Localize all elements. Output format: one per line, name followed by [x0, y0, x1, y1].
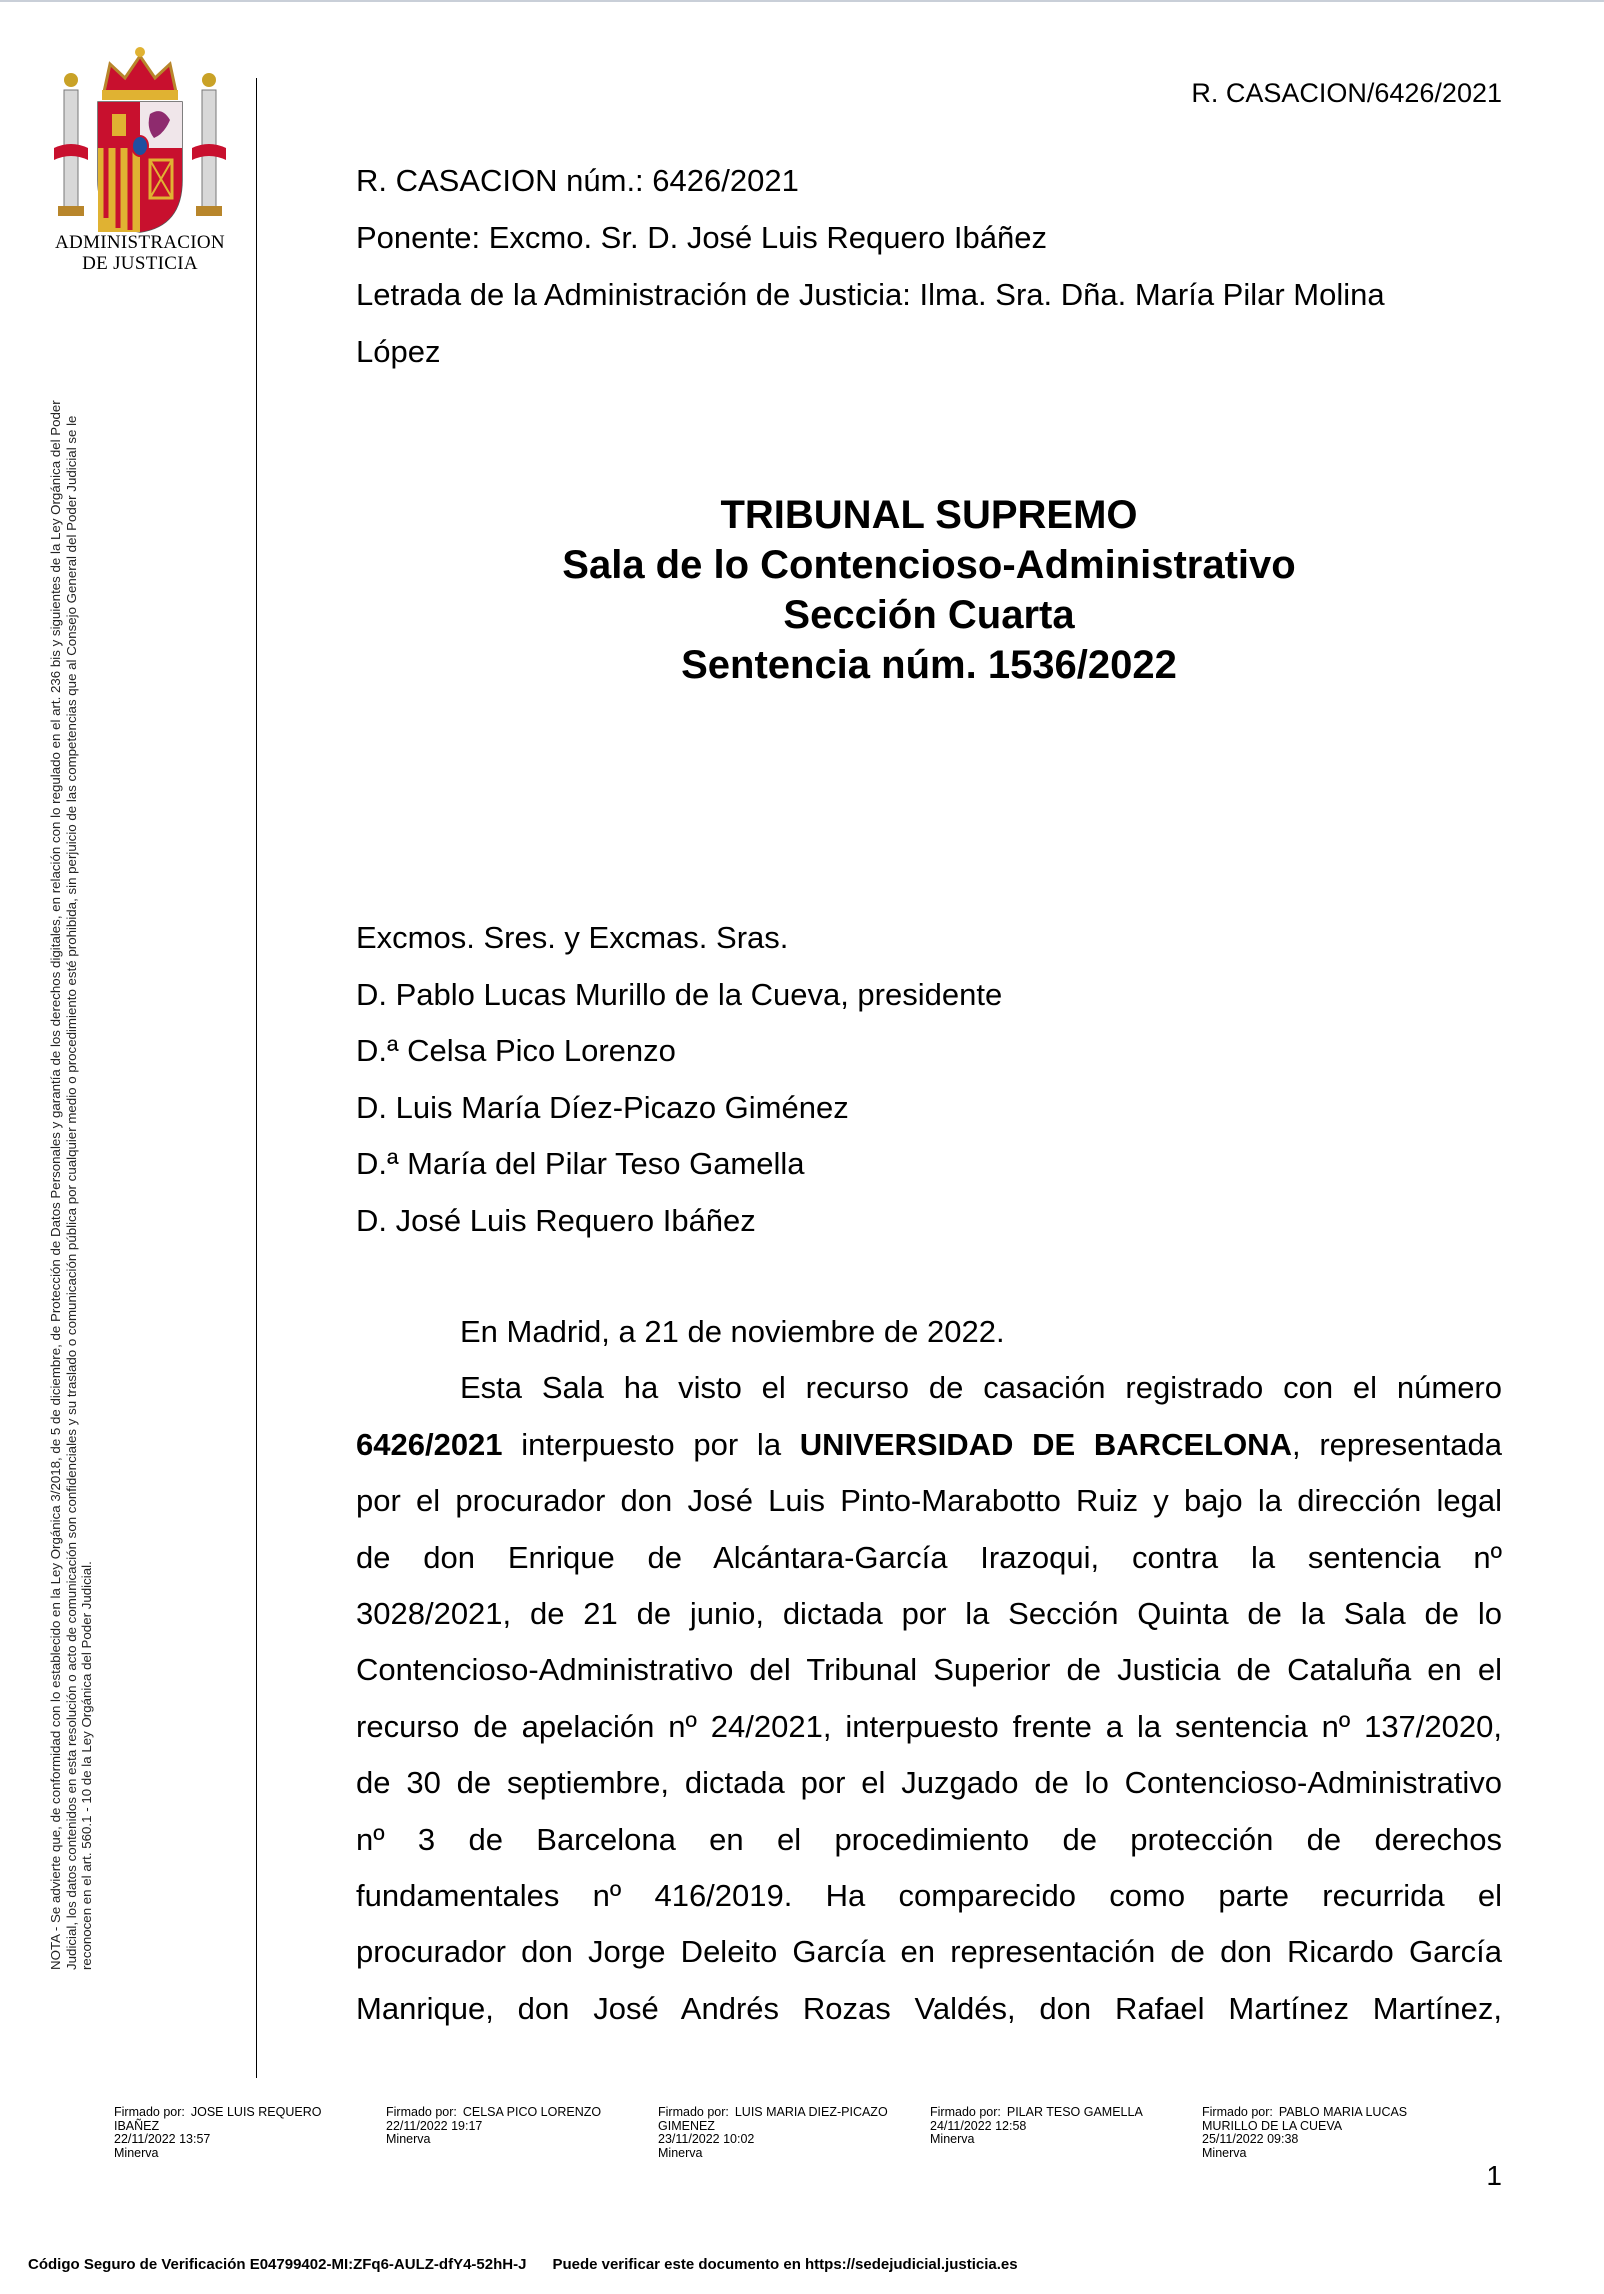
body-line: Manrique, don José Andrés Rozas Valdés, don Rafael Martínez Martínez,	[356, 1990, 1502, 2026]
judge-item: D. José Luis Requero Ibáñez	[356, 1202, 756, 1238]
sentence-number: Sentencia núm. 1536/2022	[681, 643, 1177, 687]
letrada: Letrada de la Administración de Justicia: Ilma. Sra. Dña. María Pilar Molina	[356, 277, 1385, 312]
ponente: Ponente: Excmo. Sr. D. José Luis Requero Ibáñez	[356, 220, 1047, 255]
judgment-body	[356, 1304, 1502, 2037]
body-line: Esta Sala ha visto el recurso de casación registrado con el número	[460, 1370, 1502, 1406]
document-title	[356, 490, 1502, 690]
page-number: 1	[1486, 2160, 1502, 2191]
body-line: de don Enrique de Alcántara-García Irazoqui, contra la sentencia nº	[356, 1539, 1502, 1575]
place-date: En Madrid, a 21 de noviembre de 2022.	[460, 1314, 1005, 1349]
section-name: Sección Cuarta	[783, 593, 1075, 637]
signature-block: Firmado por: CELSA PICO LORENZO 22/11/2022 19:17 Minerva	[386, 2105, 602, 2146]
verification-link[interactable]: Puede verificar este documento en https://sedejudicial.justicia.es	[552, 2256, 1018, 2273]
body-line: procurador don Jorge Deleito García en representación de don Ricardo García	[356, 1934, 1502, 1970]
crest-caption: ADMINISTRACION DE JUSTICIA	[55, 232, 225, 274]
body-line: Contencioso-Administrativo del Tribunal Superior de Justicia de Cataluña en el	[356, 1652, 1502, 1688]
body-line: por el procurador don José Luis Pinto-Marabotto Ruiz y bajo la dirección legal	[356, 1483, 1502, 1519]
case-metadata	[356, 152, 1506, 380]
signature-block: Firmado por: PABLO MARIA LUCAS MURILLO DE LA CUEVA 25/11/2022 09:38 Minerva	[1202, 2105, 1408, 2160]
judges-list	[356, 910, 1502, 1249]
coat-of-arms-logo	[50, 38, 230, 238]
court-name: TRIBUNAL SUPREMO	[720, 493, 1138, 537]
signature-block: Firmado por: LUIS MARIA DIEZ-PICAZO GIMENEZ 23/11/2022 10:02 Minerva	[658, 2105, 888, 2160]
top-border	[0, 0, 1604, 2]
data-protection-note: NOTA - Se advierte que, de conformidad con lo establecido en la Ley Orgánica 3/2018, de 5 de diciembre, de Protección de Datos Personales y garantía de los derechos digitales, en relación con lo regulado en el art. 236 bis y siguientes de la Ley Orgánica del Poder Judicial, los datos contenidos en esta resolución o acto de comunicación son confidenciales y su traslado o comunicación pública por cualquier medio o procedimiento esté prohibida, sin perjuicio de las competencias que al Consejo General del Poder Judicial se le reconocen en el art. 560.1 - 10 de la Ley Orgánica del Poder Judicial.	[48, 400, 94, 1970]
judge-item: D.ª Celsa Pico Lorenzo	[356, 1033, 676, 1068]
header-reference: R. CASACION/6426/2021	[1191, 78, 1502, 108]
body-line: de 30 de septiembre, dictada por el Juzgado de lo Contencioso-Administrativo	[356, 1765, 1502, 1801]
chamber-name: Sala de lo Contencioso-Administrativo	[562, 543, 1296, 587]
body-line: 6426/2021 interpuesto por la UNIVERSIDAD DE BARCELONA, representada	[356, 1426, 1502, 1462]
verification-footer	[28, 2256, 1018, 2273]
signature-block: Firmado por: JOSE LUIS REQUERO IBAÑEZ 22/11/2022 13:57 Minerva	[114, 2105, 322, 2160]
body-line: 3028/2021, de 21 de junio, dictada por la Sección Quinta de la Sala de lo	[356, 1596, 1502, 1632]
judge-item: D.ª María del Pilar Teso Gamella	[356, 1146, 805, 1181]
case-number: 6426/2021	[356, 1426, 503, 1462]
judges-heading: Excmos. Sres. y Excmas. Sras.	[356, 920, 789, 955]
judge-item: D. Pablo Lucas Murillo de la Cueva, presidente	[356, 976, 1003, 1012]
margin-divider	[256, 78, 257, 2078]
body-line: nº 3 de Barcelona en el procedimiento de protección de derechos	[356, 1821, 1502, 1857]
body-line: recurso de apelación nº 24/2021, interpuesto frente a la sentencia nº 137/2020,	[356, 1708, 1502, 1744]
body-line: fundamentales nº 416/2019. Ha comparecido como parte recurrida el	[356, 1878, 1502, 1914]
casacion-number: R. CASACION núm.: 6426/2021	[356, 163, 799, 198]
appellant-name: UNIVERSIDAD DE BARCELONA	[799, 1426, 1292, 1462]
judge-item: D. Luis María Díez-Picazo Giménez	[356, 1089, 849, 1125]
letrada-continued: López	[356, 334, 441, 369]
signature-block: Firmado por: PILAR TESO GAMELLA 24/11/2022 12:58 Minerva	[930, 2105, 1143, 2146]
verification-code: Código Seguro de Verificación E04799402-MI:ZFq6-AULZ-dfY4-52hH-J	[28, 2256, 527, 2273]
